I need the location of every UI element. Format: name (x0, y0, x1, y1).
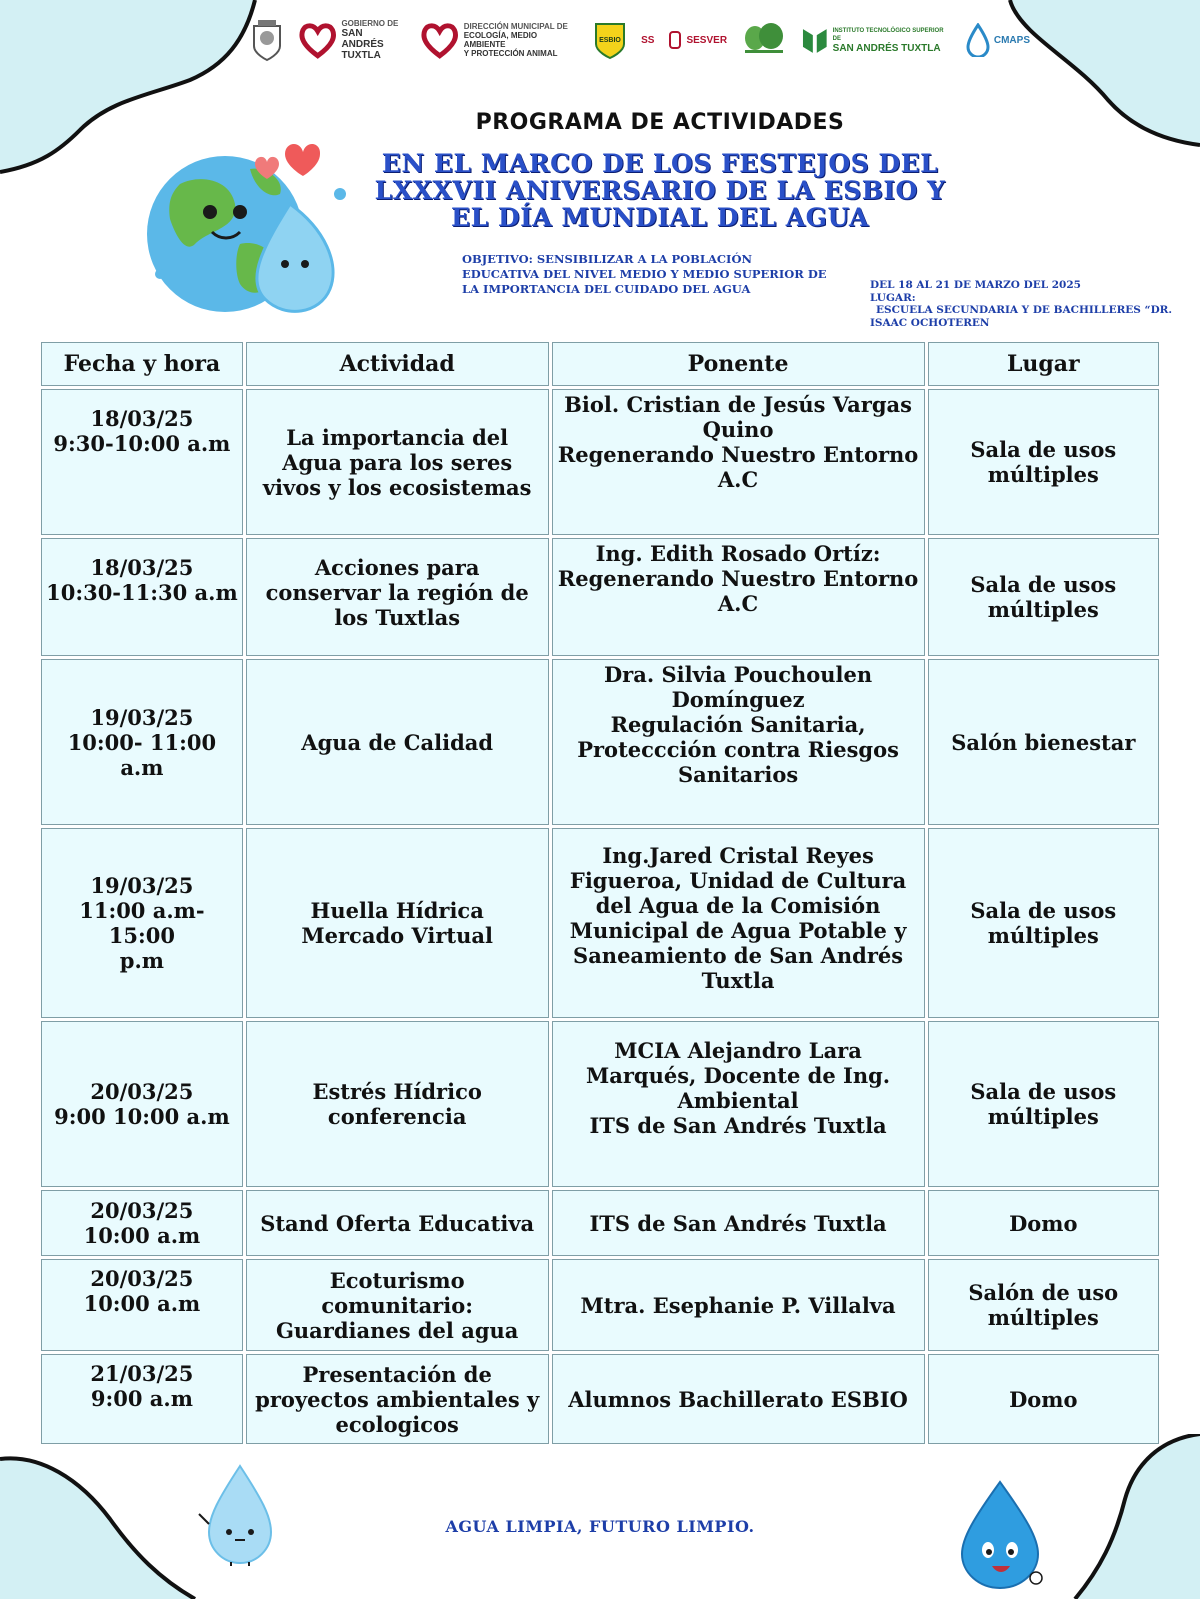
objective-text (462, 252, 862, 297)
cell-fecha: 20/03/25 9:00 10:00 a.m (41, 1021, 243, 1187)
sesver-logo (668, 30, 727, 50)
cell-lugar: Sala de usos múltiples (928, 389, 1159, 535)
direccion-ecologia-logo (420, 20, 579, 60)
trees-logo (741, 22, 787, 58)
cell-lugar: Sala de usos múltiples (928, 828, 1159, 1018)
cell-actividad: Presentación de proyectos ambientales y ecologicos (246, 1354, 549, 1444)
subtitle-line: EN EL MARCO DE LOS FESTEJOS DEL (381, 149, 939, 178)
logo-text: TUXTLA (341, 50, 381, 61)
cell-actividad: Ecoturismo comunitario: Guardianes del agua (246, 1259, 549, 1351)
logo-text: Y PROTECCIÓN ANIMAL (463, 49, 558, 58)
its-logo (801, 25, 952, 55)
cell-ponente: Biol. Cristian de Jesús Vargas Quino Regenerando Nuestro Entorno A.C (552, 389, 925, 535)
cell-lugar: Sala de usos múltiples (928, 538, 1159, 656)
cell-fecha: 21/03/25 9:00 a.m (41, 1354, 243, 1444)
event-dates: DEL 18 AL 21 DE MARZO DEL 2025 (870, 279, 1081, 291)
table-row (41, 389, 1159, 535)
table-header-row (41, 342, 1159, 386)
cell-ponente: Dra. Silvia Pouchoulen Domínguez Regulación Sanitaria, Proteccción contra Riesgos Sanitarios (552, 659, 925, 825)
sponsor-logos (250, 14, 1030, 66)
page-subtitle (350, 150, 970, 231)
cell-actividad: Estrés Hídrico conferencia (246, 1021, 549, 1187)
ss-logo (641, 35, 654, 46)
place-line: ISAAC OCHOTEREN (870, 316, 990, 329)
header-lugar: Lugar (928, 342, 1159, 386)
objective-line: LA IMPORTANCIA DEL CUIDADO DEL AGUA (462, 282, 751, 296)
place-line: ESCUELA SECUNDARIA Y DE BACHILLERES “DR. (876, 304, 1173, 316)
esbio-badge-icon (593, 20, 627, 60)
header-actividad: Actividad (246, 342, 549, 386)
table-row (41, 1259, 1159, 1351)
table-row (41, 1021, 1159, 1187)
ss-logo-icon: SS (641, 34, 655, 46)
its-logo-icon (801, 25, 829, 55)
logo-text: SESVER (686, 34, 728, 46)
esbio-text: ESBIO (599, 37, 622, 44)
objective-line: EDUCATIVA DEL NIVEL MEDIO Y MEDIO SUPERIOR DE (462, 267, 827, 281)
cell-ponente: ITS de San Andrés Tuxtla (552, 1190, 925, 1256)
subtitle-line: LXXXVII ANIVERSARIO DE LA ESBIO Y (374, 176, 946, 205)
trees-logo-icon (741, 22, 787, 58)
cell-fecha: 18/03/25 9:30-10:00 a.m (41, 389, 243, 535)
heart-logo-icon (298, 20, 337, 60)
cell-actividad: La importancia del Agua para los seres vivos y los ecosistemas (246, 389, 549, 535)
municipal-seal-logo (250, 18, 284, 62)
logo-text: SAN ANDRÉS (341, 28, 384, 50)
earth-mascot-illustration (140, 134, 365, 329)
water-drop-mascot-right (950, 1480, 1050, 1590)
cell-lugar: Sala de usos múltiples (928, 1021, 1159, 1187)
table-row (41, 1354, 1159, 1444)
header-ponente: Ponente (552, 342, 925, 386)
cell-lugar: Salón bienestar (928, 659, 1159, 825)
bottom-left-wave-decoration (0, 1449, 200, 1599)
esbio-logo (593, 20, 627, 60)
cell-ponente: Mtra. Esephanie P. Villalva (552, 1259, 925, 1351)
water-drop-mascot-left (195, 1462, 285, 1567)
cell-actividad: Stand Oferta Educativa (246, 1190, 549, 1256)
logo-text: ECOLOGÍA, MEDIO AMBIENTE (463, 31, 538, 49)
logo-text: SAN ANDRÉS TUXTLA (832, 42, 941, 54)
place-label: LUGAR: (870, 291, 916, 304)
subtitle-line: EL DÍA MUNDIAL DEL AGUA (451, 203, 869, 232)
cell-fecha: 18/03/25 10:30-11:30 a.m (41, 538, 243, 656)
cell-fecha: 19/03/25 10:00- 11:00 a.m (41, 659, 243, 825)
logo-text: INSTITUTO TECNOLÓGICO SUPERIOR DE (832, 27, 944, 42)
cell-fecha: 19/03/25 11:00 a.m- 15:00 p.m (41, 828, 243, 1018)
municipal-seal-icon (250, 18, 284, 62)
cell-lugar: Domo (928, 1354, 1159, 1444)
cell-lugar: Domo (928, 1190, 1159, 1256)
sesver-logo-icon (668, 30, 682, 50)
cmaps-logo (966, 23, 1030, 57)
heart-logo-icon (420, 20, 459, 60)
table-row (41, 828, 1159, 1018)
logo-text: DIRECCIÓN MUNICIPAL DE (463, 22, 568, 31)
cell-ponente: MCIA Alejandro Lara Marqués, Docente de Ing. Ambiental ITS de San Andrés Tuxtla (552, 1021, 925, 1187)
objective-line: OBJETIVO: SENSIBILIZAR A LA POBLACIÓN (462, 252, 752, 266)
bottom-right-wave-decoration (1030, 1434, 1200, 1599)
gobierno-san-andres-logo (298, 19, 406, 61)
page-title: PROGRAMA DE ACTIVIDADES (475, 110, 845, 135)
water-drop-logo-icon (966, 23, 990, 57)
cell-actividad: Acciones para conservar la región de los Tuxtlas (246, 538, 549, 656)
header-fecha: Fecha y hora (41, 342, 243, 386)
table-row (41, 538, 1159, 656)
table-row (41, 1190, 1159, 1256)
schedule-table (38, 339, 1162, 1447)
cell-actividad: Agua de Calidad (246, 659, 549, 825)
event-dates-place (870, 279, 1190, 329)
footer-slogan: AGUA LIMPIA, FUTURO LIMPIO. (445, 1517, 755, 1536)
cell-fecha: 20/03/25 10:00 a.m (41, 1190, 243, 1256)
cell-fecha: 20/03/25 10:00 a.m (41, 1259, 243, 1351)
cell-actividad: Huella Hídrica Mercado Virtual (246, 828, 549, 1018)
cell-ponente: Ing.Jared Cristal Reyes Figueroa, Unidad de Cultura del Agua de la Comisión Municipal de Agua Potable y Saneamiento de San Andrés Tuxtla (552, 828, 925, 1018)
cell-ponente: Ing. Edith Rosado Ortíz: Regenerando Nuestro Entorno A.C (552, 538, 925, 656)
table-row (41, 659, 1159, 825)
logo-text: GOBIERNO DE (341, 19, 399, 28)
logo-text: CMAPS (993, 34, 1030, 46)
cell-lugar: Salón de uso múltiples (928, 1259, 1159, 1351)
cell-ponente: Alumnos Bachillerato ESBIO (552, 1354, 925, 1444)
